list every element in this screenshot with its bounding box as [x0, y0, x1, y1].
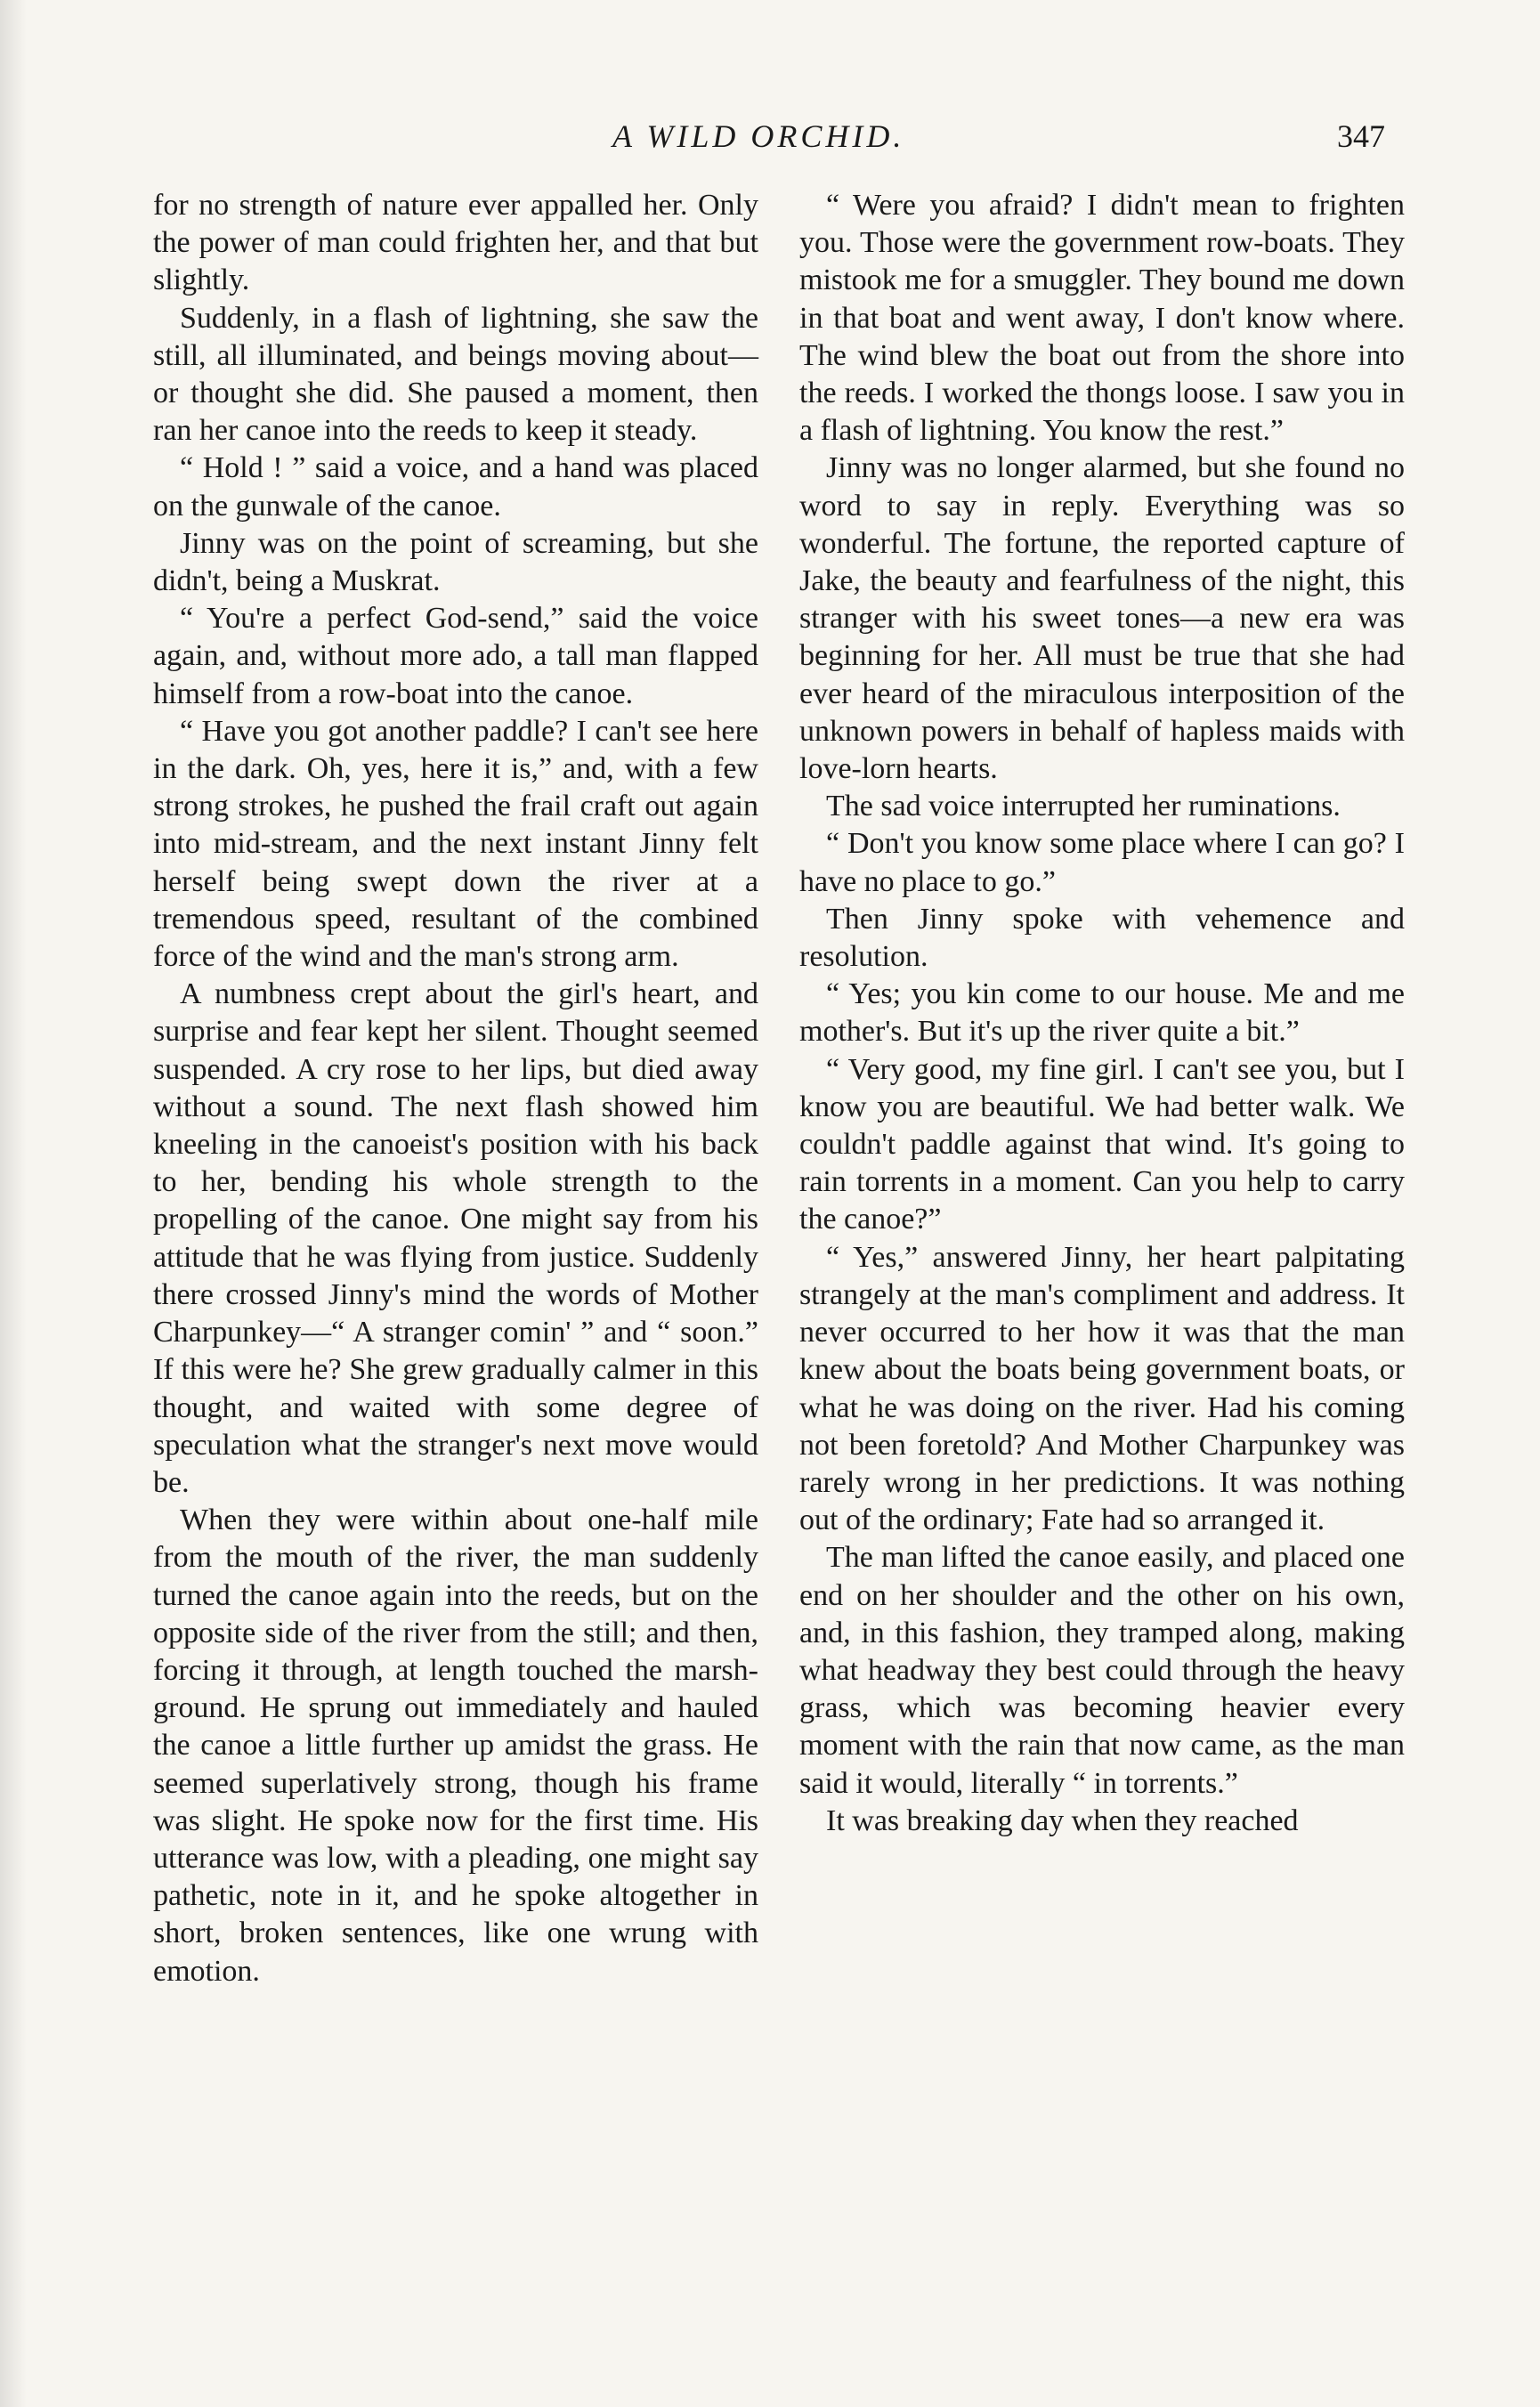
paragraph: Jinny was on the point of screaming, but she didn't, being a Muskrat. [153, 526, 758, 598]
running-title: A WILD ORCHID. [612, 118, 905, 154]
paragraph: “ Yes; you kin come to our house. Me and me mother's. But it's up the river quite a bit.” [799, 977, 1405, 1049]
paragraph: “ Yes,” answered Jinny, her heart palpitating strangely at the man's compliment and address. It never occurred to her how it was that the man knew about the boats being government boats, or what he was doing on the river. Had his coming not been foretold? And Mother Charpunkey was rarely wrong in her predictions. It was nothing out of the ordinary; Fate had so arranged it. [799, 1240, 1405, 1537]
paragraph: for no strength of nature ever appalled her. Only the power of man could frighten her, and that but slightly. [153, 189, 758, 297]
paragraph: “ Very good, my fine girl. I can't see you, but I know you are beautiful. We had better walk. We couldn't paddle against that wind. It's going to rain torrents in a moment. Can you help to carry the canoe?” [799, 1052, 1405, 1236]
paragraph: It was breaking day when they reached [826, 1803, 1299, 1837]
paragraph: When they were within about one-half mile from the mouth of the river, the man suddenly turned the canoe again into the reeds, but on the opposite side of the river from the still; and then, forcing it through, at length touched the marsh-ground. He sprung out immediately and hauled the canoe a little further up amidst the grass. He seemed superlatively strong, though his frame was slight. He spoke now for the first time. His utterance was low, with a pleading, one might say pathetic, note in it, and he spoke altogether in short, broken sentences, like one wrung with emotion. [153, 1503, 758, 1988]
paragraph: Then Jinny spoke with vehemence and resolution. [799, 902, 1405, 974]
paragraph: “ Don't you know some place where I can go? I have no place to go.” [799, 827, 1405, 898]
paragraph: A numbness crept about the girl's heart, and surprise and fear kept her silent. Thought seemed suspended. A cry rose to her lips, but died away without a sound. The next flash showed him kneeling in the canoeist's position with his back to her, bending his whole strength to the propelling of the canoe. One might say from his attitude that he was flying from justice. Suddenly there crossed Jinny's mind the words of Mother Charpunkey—“ A stranger comin' ” and “ soon.” If this were he? She grew gradually calmer in this thought, and waited with some degree of speculation what the stranger's next move would be. [153, 977, 758, 1499]
paragraph: Jinny was no longer alarmed, but she found no word to say in reply. Everything was so wonderful. The fortune, the reported capture of Jake, the beauty and fearfulness of the night, this stranger with his sweet tones—a new era was beginning for her. All must be true that she had ever heard of the miraculous interposition of the unknown powers in behalf of hapless maids with love-lorn hearts. [799, 451, 1405, 786]
left-column [153, 187, 758, 1990]
paragraph: The man lifted the canoe easily, and placed one end on her shoulder and the other on his own, and, in this fashion, they tramped along, making what headway they best could through the heavy grass, which was becoming heavier every moment with the rain that now came, as the man said it would, literally “ in torrents.” [799, 1541, 1405, 1800]
paragraph: Suddenly, in a flash of lightning, she saw the still, all illuminated, and beings moving about—or thought she did. She paused a moment, then ran her canoe into the reeds to keep it steady. [153, 301, 758, 448]
right-column [799, 187, 1405, 1840]
page-number: 347 [1337, 118, 1385, 154]
paragraph: “ Were you afraid? I didn't mean to frighten you. Those were the government row-boats. They mistook me for a smuggler. They bound me down in that boat and went away, I don't know where. The wind blew the boat out from the shore into the reeds. I worked the thongs loose. I saw you in a flash of lightning. You know the rest.” [799, 189, 1405, 448]
page-edge-shadow [0, 0, 27, 2407]
running-head [0, 118, 1540, 162]
paragraph: The sad voice interrupted her ruminations. [826, 790, 1341, 823]
paragraph: “ Hold ! ” said a voice, and a hand was placed on the gunwale of the canoe. [153, 451, 758, 523]
paragraph: “ Have you got another paddle? I can't see here in the dark. Oh, yes, here it is,” and, with a few strong strokes, he pushed the frail craft out again into mid-stream, and the next instant Jinny felt herself being swept down the river at a tremendous speed, resultant of the combined force of the wind and the man's strong arm. [153, 714, 758, 974]
paragraph: “ You're a perfect God-send,” said the voice again, and, without more ado, a tall man flapped himself from a row-boat into the canoe. [153, 602, 758, 710]
